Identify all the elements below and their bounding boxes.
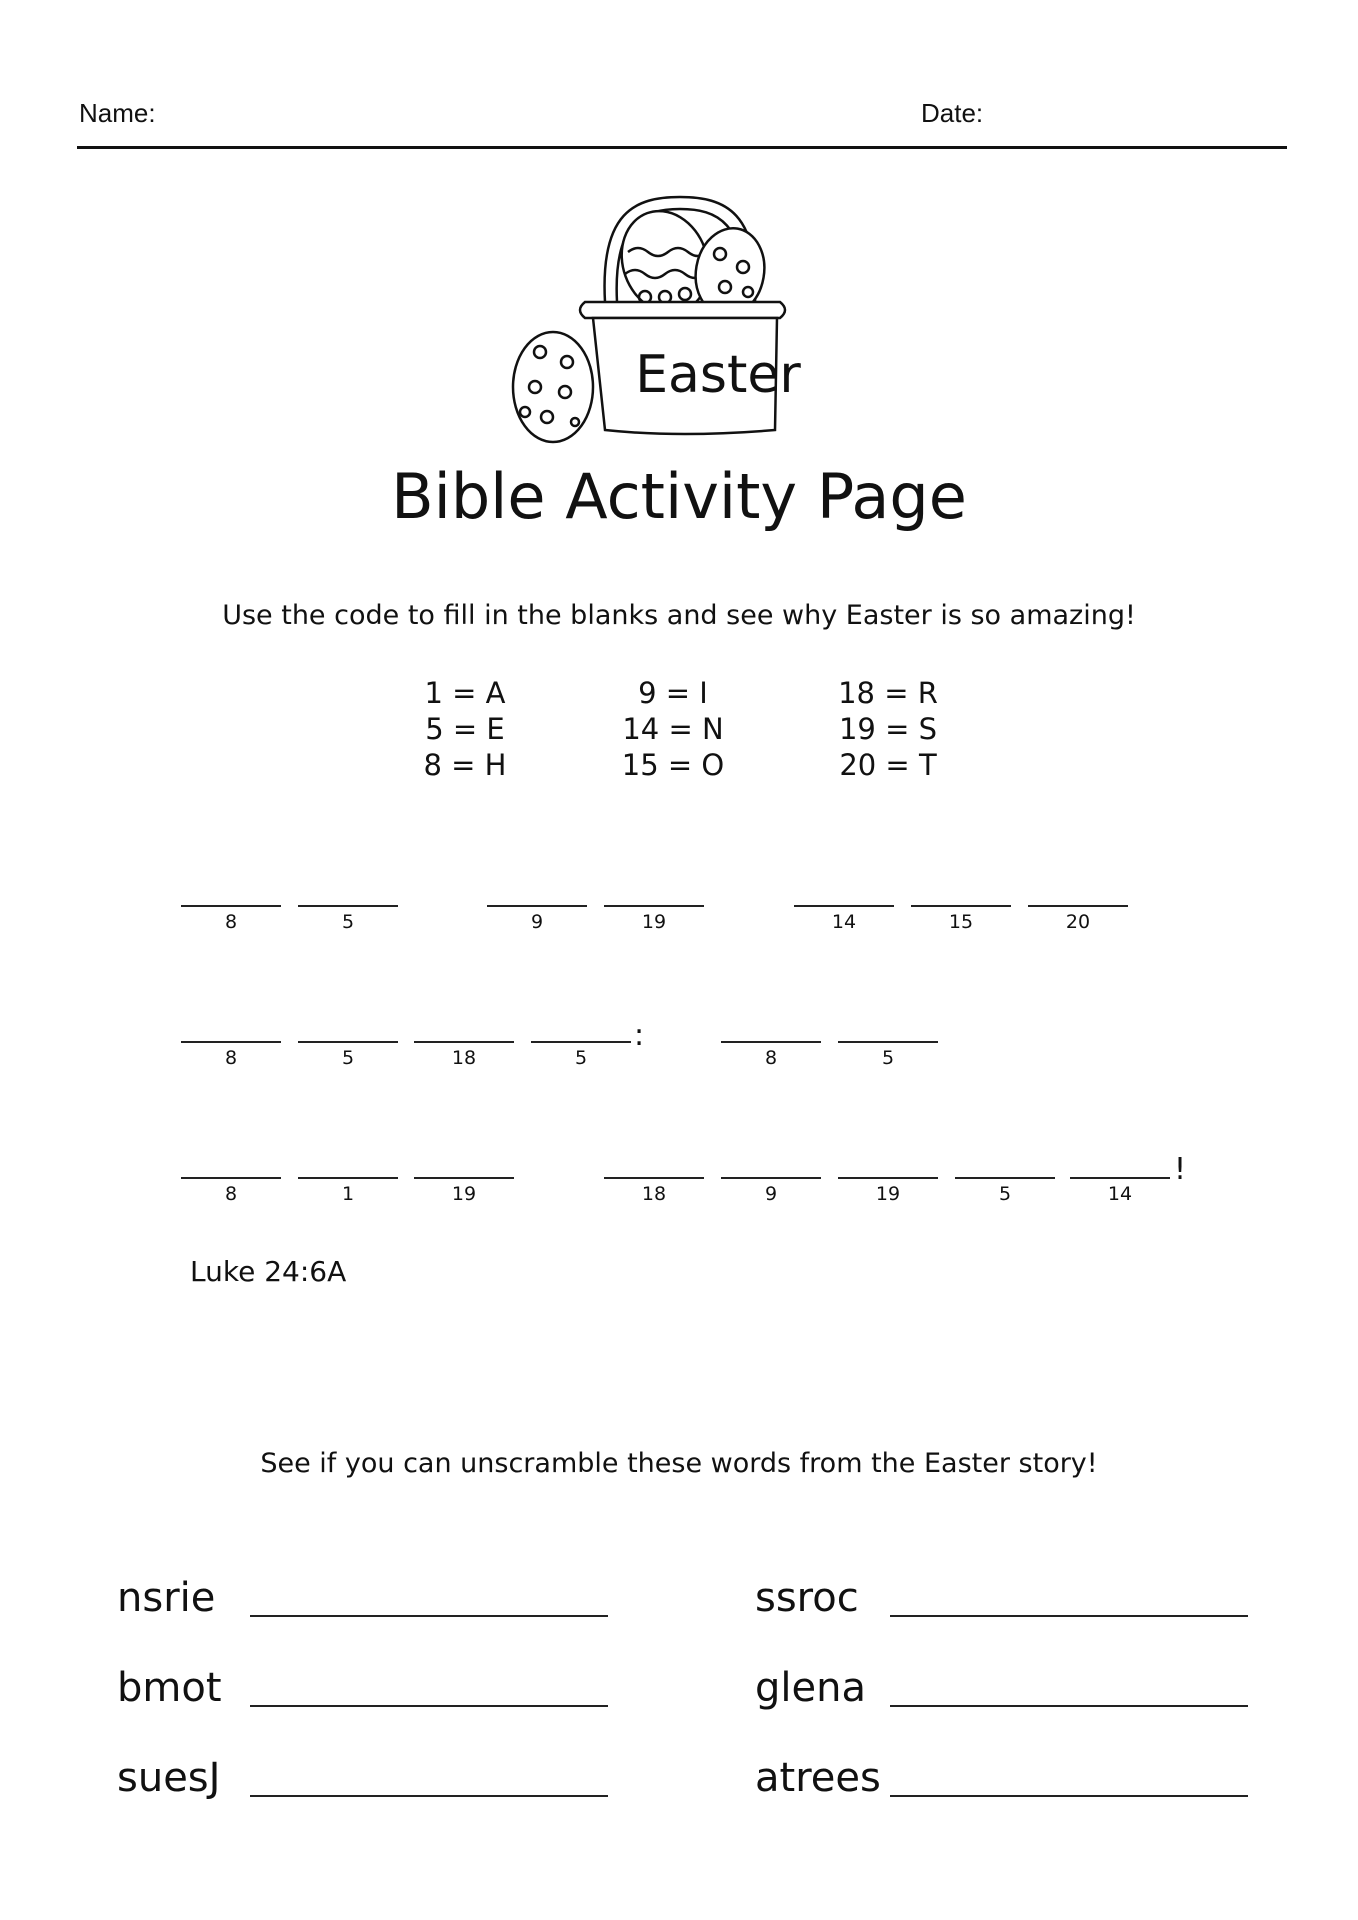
- blank-slot[interactable]: [181, 905, 281, 933]
- code-entry: 15 = O: [621, 748, 725, 782]
- slot-number: 9: [530, 910, 544, 933]
- verse-reference: Luke 24:6A: [190, 1255, 347, 1288]
- blank-slot[interactable]: [721, 1041, 821, 1069]
- slot-number: 5: [341, 1046, 355, 1069]
- page-title: Bible Activity Page: [391, 460, 967, 533]
- slot-number: 5: [341, 910, 355, 933]
- answer-line[interactable]: [250, 1795, 608, 1797]
- blank-slot[interactable]: [1028, 905, 1128, 933]
- exclamation-punctuation: !: [1174, 1152, 1187, 1187]
- code-column-3: [808, 675, 968, 783]
- slot-number: 8: [224, 910, 238, 933]
- blank-slot[interactable]: [531, 1041, 631, 1069]
- logo-text: Easter: [635, 345, 801, 405]
- slot-number: 9: [764, 1182, 778, 1205]
- slot-number: 19: [641, 910, 667, 933]
- blank-slot[interactable]: [1070, 1177, 1170, 1205]
- blank-slot[interactable]: [414, 1041, 514, 1069]
- slot-number: 8: [224, 1046, 238, 1069]
- slot-number: 8: [224, 1182, 238, 1205]
- colon-punctuation: :: [634, 1018, 645, 1053]
- blank-slot[interactable]: [487, 905, 587, 933]
- slot-number: 19: [451, 1182, 477, 1205]
- blank-slot[interactable]: [794, 905, 894, 933]
- slot-number: 19: [875, 1182, 901, 1205]
- answer-line[interactable]: [890, 1615, 1248, 1617]
- code-instruction: Use the code to fill in the blanks and see why Easter is so amazing!: [222, 600, 1136, 631]
- date-label: Date:: [921, 98, 984, 128]
- blank-slot[interactable]: [838, 1177, 938, 1205]
- code-column-2: [593, 675, 753, 783]
- blank-slot[interactable]: [414, 1177, 514, 1205]
- answer-line[interactable]: [890, 1705, 1248, 1707]
- slot-number: 8: [764, 1046, 778, 1069]
- code-entry: 14 = N: [622, 712, 724, 746]
- scrambled-word: bmot: [117, 1665, 222, 1711]
- blank-slot[interactable]: [298, 905, 398, 933]
- slot-number: 15: [948, 910, 974, 933]
- answer-line[interactable]: [250, 1705, 608, 1707]
- slot-number: 5: [881, 1046, 895, 1069]
- code-entry: 5 = E: [425, 712, 505, 746]
- blank-slot[interactable]: [181, 1041, 281, 1069]
- blank-slot[interactable]: [298, 1041, 398, 1069]
- code-entry: 19 = S: [838, 712, 938, 746]
- blank-slot[interactable]: [911, 905, 1011, 933]
- blank-slot[interactable]: [181, 1177, 281, 1205]
- slot-number: 14: [1107, 1182, 1133, 1205]
- code-entry: 8 = H: [423, 748, 507, 782]
- slot-number: 18: [641, 1182, 667, 1205]
- blank-slot[interactable]: [604, 905, 704, 933]
- slot-number: 18: [451, 1046, 477, 1069]
- slot-number: 20: [1065, 910, 1091, 933]
- scrambled-word: atrees: [755, 1755, 881, 1801]
- answer-line[interactable]: [250, 1615, 608, 1617]
- slot-number: 5: [998, 1182, 1012, 1205]
- slot-number: 14: [831, 910, 857, 933]
- name-label: Name:: [79, 98, 156, 128]
- code-entry: 20 = T: [839, 748, 937, 782]
- code-column-1: [385, 675, 545, 783]
- blank-slot[interactable]: [298, 1177, 398, 1205]
- header-rule: [77, 146, 1287, 149]
- slot-number: 1: [341, 1182, 355, 1205]
- scrambled-word: ssroc: [755, 1575, 859, 1621]
- blank-slot[interactable]: [955, 1177, 1055, 1205]
- scrambled-word: suesJ: [117, 1755, 221, 1801]
- scrambled-word: glena: [755, 1665, 866, 1711]
- answer-line[interactable]: [890, 1795, 1248, 1797]
- scrambled-word: nsrie: [117, 1575, 216, 1621]
- scramble-instruction: See if you can unscramble these words from the Easter story!: [260, 1448, 1098, 1479]
- blank-slot[interactable]: [721, 1177, 821, 1205]
- code-entry: 9 = I: [638, 676, 708, 710]
- code-entry: 1 = A: [424, 676, 506, 710]
- easter-basket-icon: [505, 192, 855, 452]
- slot-number: 5: [574, 1046, 588, 1069]
- blank-slot[interactable]: [838, 1041, 938, 1069]
- code-entry: 18 = R: [838, 676, 938, 710]
- blank-slot[interactable]: [604, 1177, 704, 1205]
